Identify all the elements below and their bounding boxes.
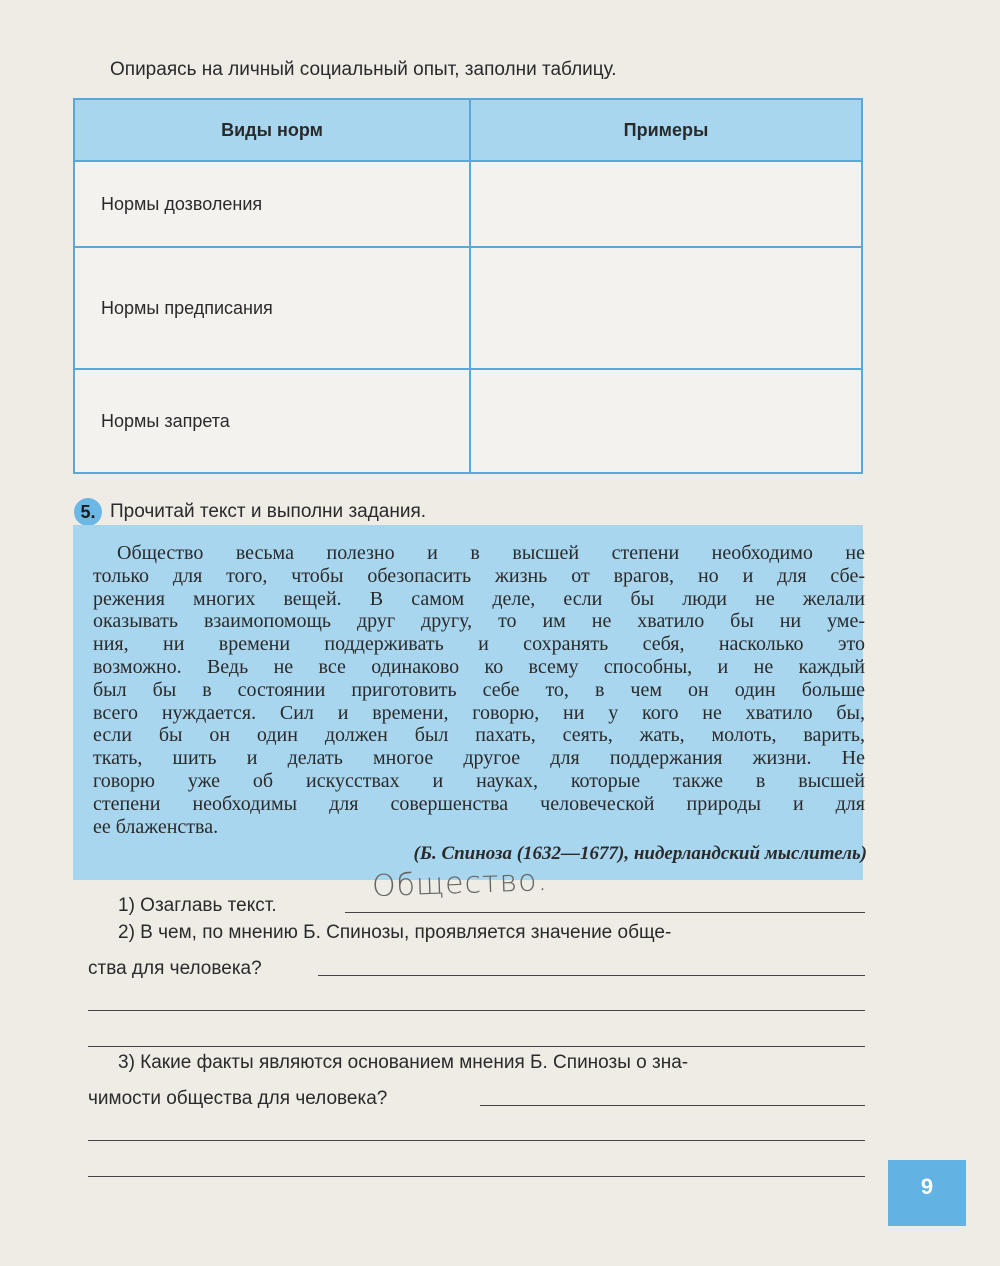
examples-cell[interactable] — [470, 247, 862, 369]
text-line: всего нуждается. Сил и времени, говорю, ни у кого не хватило бы, — [93, 701, 865, 724]
text-line: говорю уже об искусствах и науках, которые также в высшей — [93, 769, 865, 792]
question-3-line-1: 3) Какие факты являются основанием мнения Б. Спинозы о зна- — [118, 1052, 689, 1073]
text-line: режения многих вещей. В самом деле, если бы люди не желали — [93, 587, 865, 610]
row-label-permission: Нормы дозволения — [74, 161, 470, 247]
answer-line-3b[interactable] — [88, 1140, 865, 1141]
text-line: если бы он один должен был пахать, сеять, жать, молоть, варить, — [93, 724, 865, 747]
text-line: степени необходимы для совершенства человеческой природы и для — [93, 792, 865, 815]
answer-line-2[interactable] — [318, 975, 865, 976]
text-line: Общество весьма полезно и в высшей степени необходимо не — [117, 542, 865, 564]
answer-line-2c[interactable] — [88, 1046, 865, 1047]
quote-attribution: (Б. Спиноза (1632—1677), нидерландский мыслитель) — [413, 843, 867, 864]
norms-table — [73, 98, 863, 474]
text-line: ее блаженства. — [93, 815, 219, 838]
text-line: ткать, шить и делать многое другое для поддержания жизни. Не — [93, 747, 865, 770]
text-line: ния, ни времени поддерживать и сохранять себя, насколько это — [93, 633, 865, 656]
handwritten-answer-1: Общество. — [371, 862, 549, 905]
text-line: возможно. Ведь не все одинаково ко всему способны, и не каждый — [93, 655, 865, 678]
table-instruction: Опираясь на личный социальный опыт, заполни таблицу. — [110, 59, 617, 80]
header-norm-types: Виды норм — [74, 99, 470, 161]
examples-cell[interactable] — [470, 369, 862, 473]
question-1: 1) Озаглавь текст. — [118, 895, 277, 916]
task-number-badge: 5. — [74, 498, 102, 526]
question-2-line-2: ства для человека? — [88, 958, 262, 979]
text-line: оказывать взаимопомощь друг другу, то им не хватило бы ни уме- — [93, 610, 865, 633]
answer-line-3c[interactable] — [88, 1176, 865, 1177]
task-5-heading — [74, 498, 426, 526]
examples-cell[interactable] — [470, 161, 862, 247]
spinoza-text — [93, 542, 865, 838]
question-3-line-2: чимости общества для человека? — [88, 1088, 388, 1109]
row-label-prohibition: Нормы запрета — [74, 369, 470, 473]
answer-line-3[interactable] — [480, 1105, 865, 1106]
answer-line-1[interactable] — [345, 912, 865, 913]
page-number: 9 — [888, 1160, 966, 1226]
text-line: только для того, чтобы обезопасить жизнь от врагов, но и для сбе- — [93, 564, 865, 587]
text-line: был бы в состоянии приготовить себе то, в чем он один больше — [93, 678, 865, 701]
task-5-title: Прочитай текст и выполни задания. — [110, 501, 427, 522]
row-label-prescription: Нормы предписания — [74, 247, 470, 369]
question-2-line-1: 2) В чем, по мнению Б. Спинозы, проявляется значение обще- — [118, 922, 672, 943]
header-examples: Примеры — [470, 99, 862, 161]
answer-line-2b[interactable] — [88, 1010, 865, 1011]
